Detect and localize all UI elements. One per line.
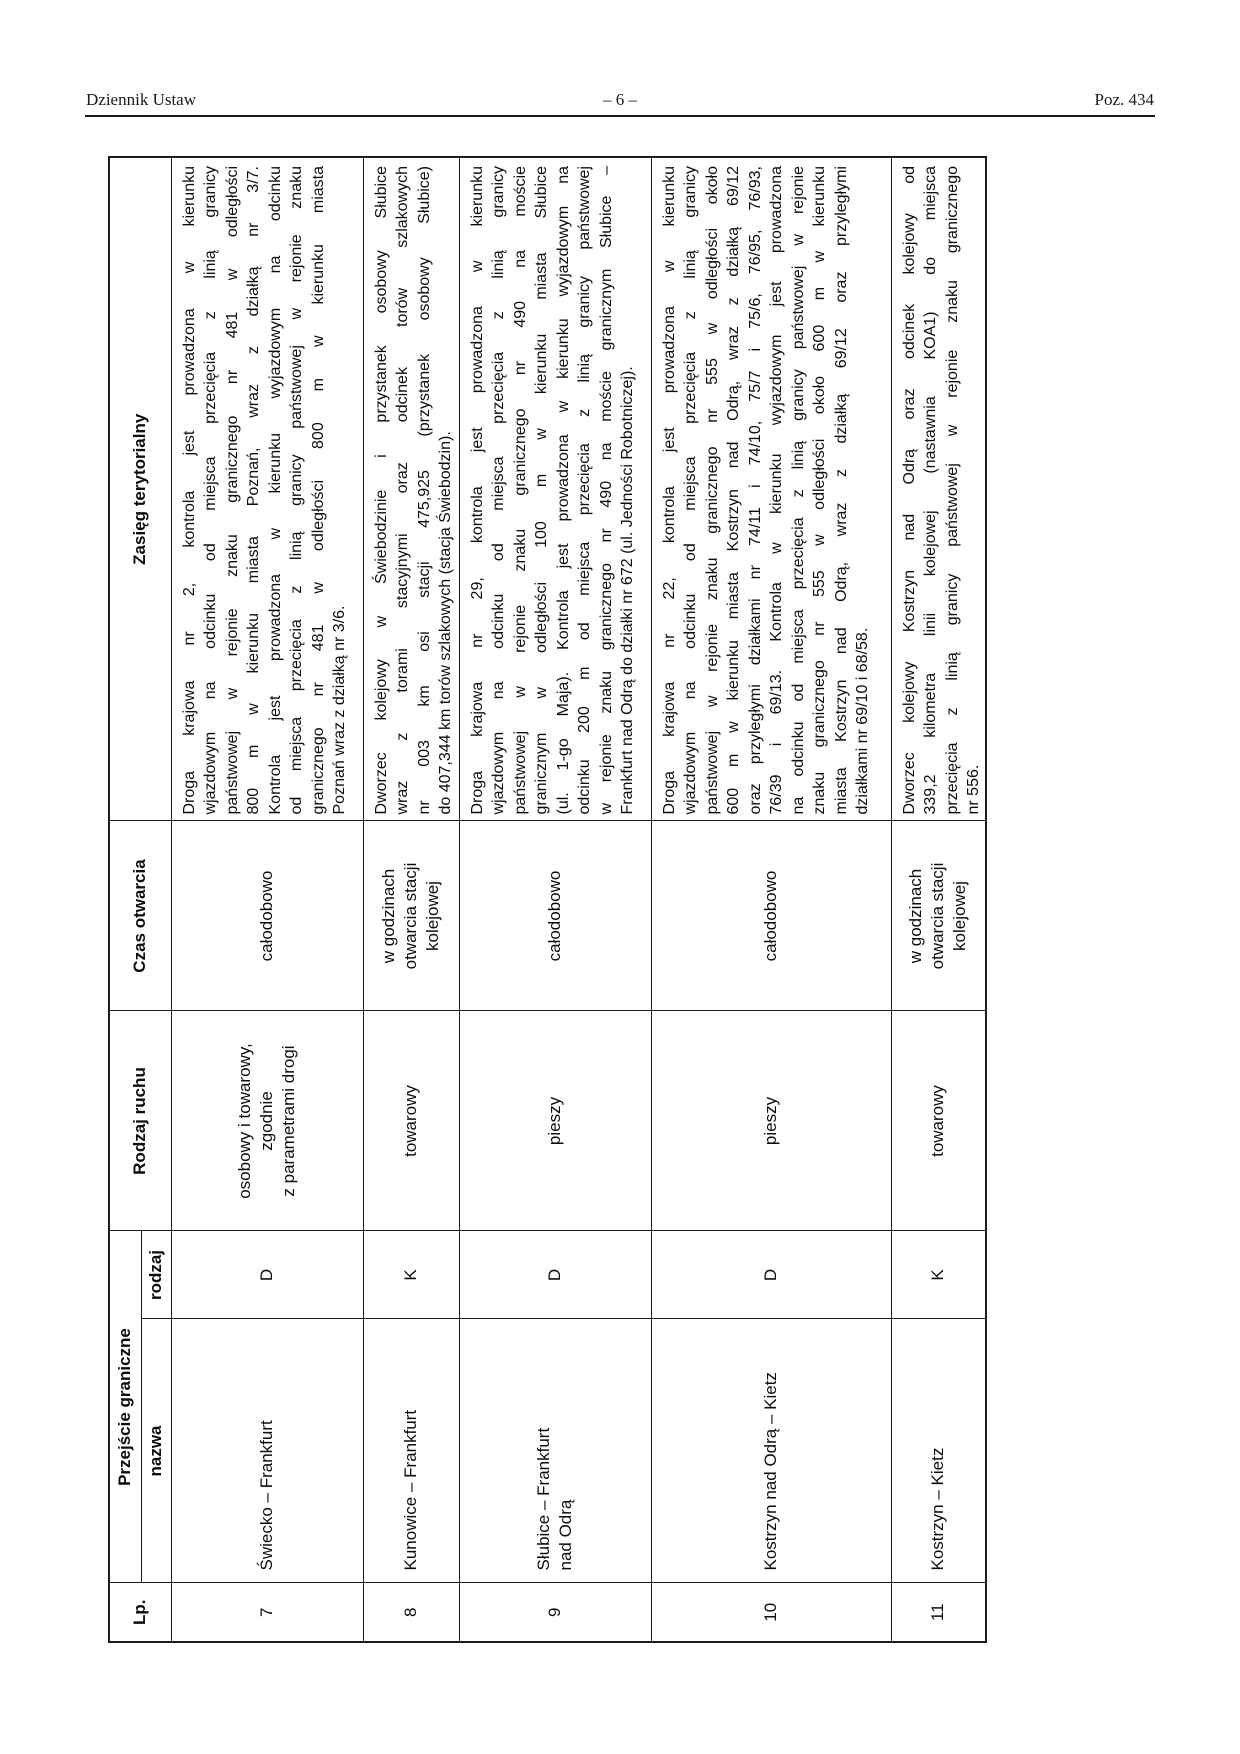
header-row-top [109,157,141,1642]
name-cell: Kunowice – Frankfurt [363,1319,459,1583]
position-number: Poz. 434 [1094,90,1154,109]
col-header-territory: Zasięg terytorialny [109,157,171,821]
table-row [171,157,363,1642]
col-header-lp: Lp. [109,1583,171,1642]
territory-cell: Dworzec kolejowy w Świebodzinie i przystanek osobowy Słubice wraz z torami stacyjnymi oraz odcinek torów szlakowych nr 003 km osi stacji 475,925 (przystanek osobowy Słubice) do 407,344 km torów szlakowych (stacja Świebodzin). [363,157,459,821]
page-number: – 6 – [603,90,637,109]
territory-cell: Droga krajowa nr 22, kontrola jest prowadzona w kierunku wjazdowym na odcinku od miejsca przecięcia z linią granicy państwowej w rejonie znaku granicznego nr 555 w odległości około 600 m w kierunku miasta Kostrzyn nad Odrą, wraz z działką 69/12 oraz przyległymi działkami nr 74/11 i 74/10, 75/7 i 75/6, 76/95, 76/93, 76/39 i 69/13. Kontrola w kierunku wyjazdowym jest prowadzona na odcinku od miejsca przecięcia z linią granicy państwowej w rejonie znaku granicznego nr 555 w odległości około 600 m w kierunku miasta Kostrzyn nad Odrą, wraz z działką 69/12 oraz przyległymi działkami nr 69/10 i 68/58. [651,157,891,821]
traffic-cell: osobowy i towarowy, zgodnie z parametrami drogi [171,1011,363,1231]
territory-cell: Dworzec kolejowy Kostrzyn nad Odrą oraz odcinek kolejowy od 339,2 kilometra linii kolejowej (nastawnia KOA1) do miejsca przecięcia z linią granicy państwowej w rejonie znaku granicznego nr 556. [891,157,986,821]
lp-cell: 7 [171,1583,363,1642]
territory-cell: Droga krajowa nr 2, kontrola jest prowadzona w kierunku wjazdowym na odcinku od miejsca przecięcia z linią granicy państwowej w rejonie znaku granicznego nr 481 w odległości 800 m w kierunku miasta Poznań, wraz z działką nr 3/7. Kontrola jest prowadzona w kierunku wyjazdowym na odcinku od miejsca przecięcia z linią granicy państwowej w rejonie znaku granicznego nr 481 w odległości 800 m w kierunku miasta Poznań wraz z działką nr 3/6. [171,157,363,821]
col-header-kind: rodzaj [141,1231,171,1319]
table-row [459,157,651,1642]
kind-cell: K [363,1231,459,1319]
name-cell: Kostrzyn – Kietz [891,1319,986,1583]
table-row [363,157,459,1642]
col-header-crossing-group: Przejście graniczne [109,1231,141,1583]
name-cell: Słubice – Frankfurt nad Odrą [459,1319,651,1583]
kind-cell: D [459,1231,651,1319]
border-crossings-table [108,156,987,1643]
hours-cell: całodobowo [459,821,651,1011]
name-cell: Kostrzyn nad Odrą – Kietz [651,1319,891,1583]
table-row [651,157,891,1642]
name-cell: Świecko – Frankfurt [171,1319,363,1583]
kind-cell: K [891,1231,986,1319]
territory-cell: Droga krajowa nr 29, kontrola jest prowadzona w kierunku wjazdowym na odcinku od miejsca przecięcia z linią granicy państwowej w rejonie znaku granicznego nr 490 na moście granicznym w odległości 100 m w kierunku miasta Słubice (ul. 1-go Maja). Kontrola jest prowadzona w kierunku wyjazdowym na odcinku 200 m od miejsca przecięcia z linią granicy państwowej w rejonie znaku granicznego nr 490 na moście granicznym Słubice – Frankfurt nad Odrą do działki nr 672 (ul. Jedności Robotniczej). [459,157,651,821]
lp-cell: 11 [891,1583,986,1642]
traffic-cell: towarowy [891,1011,986,1231]
header-rule [85,115,1155,117]
kind-cell: D [171,1231,363,1319]
page-header [86,90,1154,110]
lp-cell: 9 [459,1583,651,1642]
col-header-opening-hours: Czas otwarcia [109,821,171,1011]
traffic-cell: pieszy [459,1011,651,1231]
hours-cell: w godzinach otwarcia stacji kolejowej [363,821,459,1011]
col-header-traffic-type: Rodzaj ruchu [109,1011,171,1231]
kind-cell: D [651,1231,891,1319]
journal-title: Dziennik Ustaw [86,90,197,109]
col-header-name: nazwa [141,1319,171,1583]
rotated-table-container [108,158,985,1643]
traffic-cell: towarowy [363,1011,459,1231]
hours-cell: całodobowo [651,821,891,1011]
lp-cell: 10 [651,1583,891,1642]
traffic-cell: pieszy [651,1011,891,1231]
lp-cell: 8 [363,1583,459,1642]
hours-cell: całodobowo [171,821,363,1011]
table-row [891,157,986,1642]
hours-cell: w godzinach otwarcia stacji kolejowej [891,821,986,1011]
